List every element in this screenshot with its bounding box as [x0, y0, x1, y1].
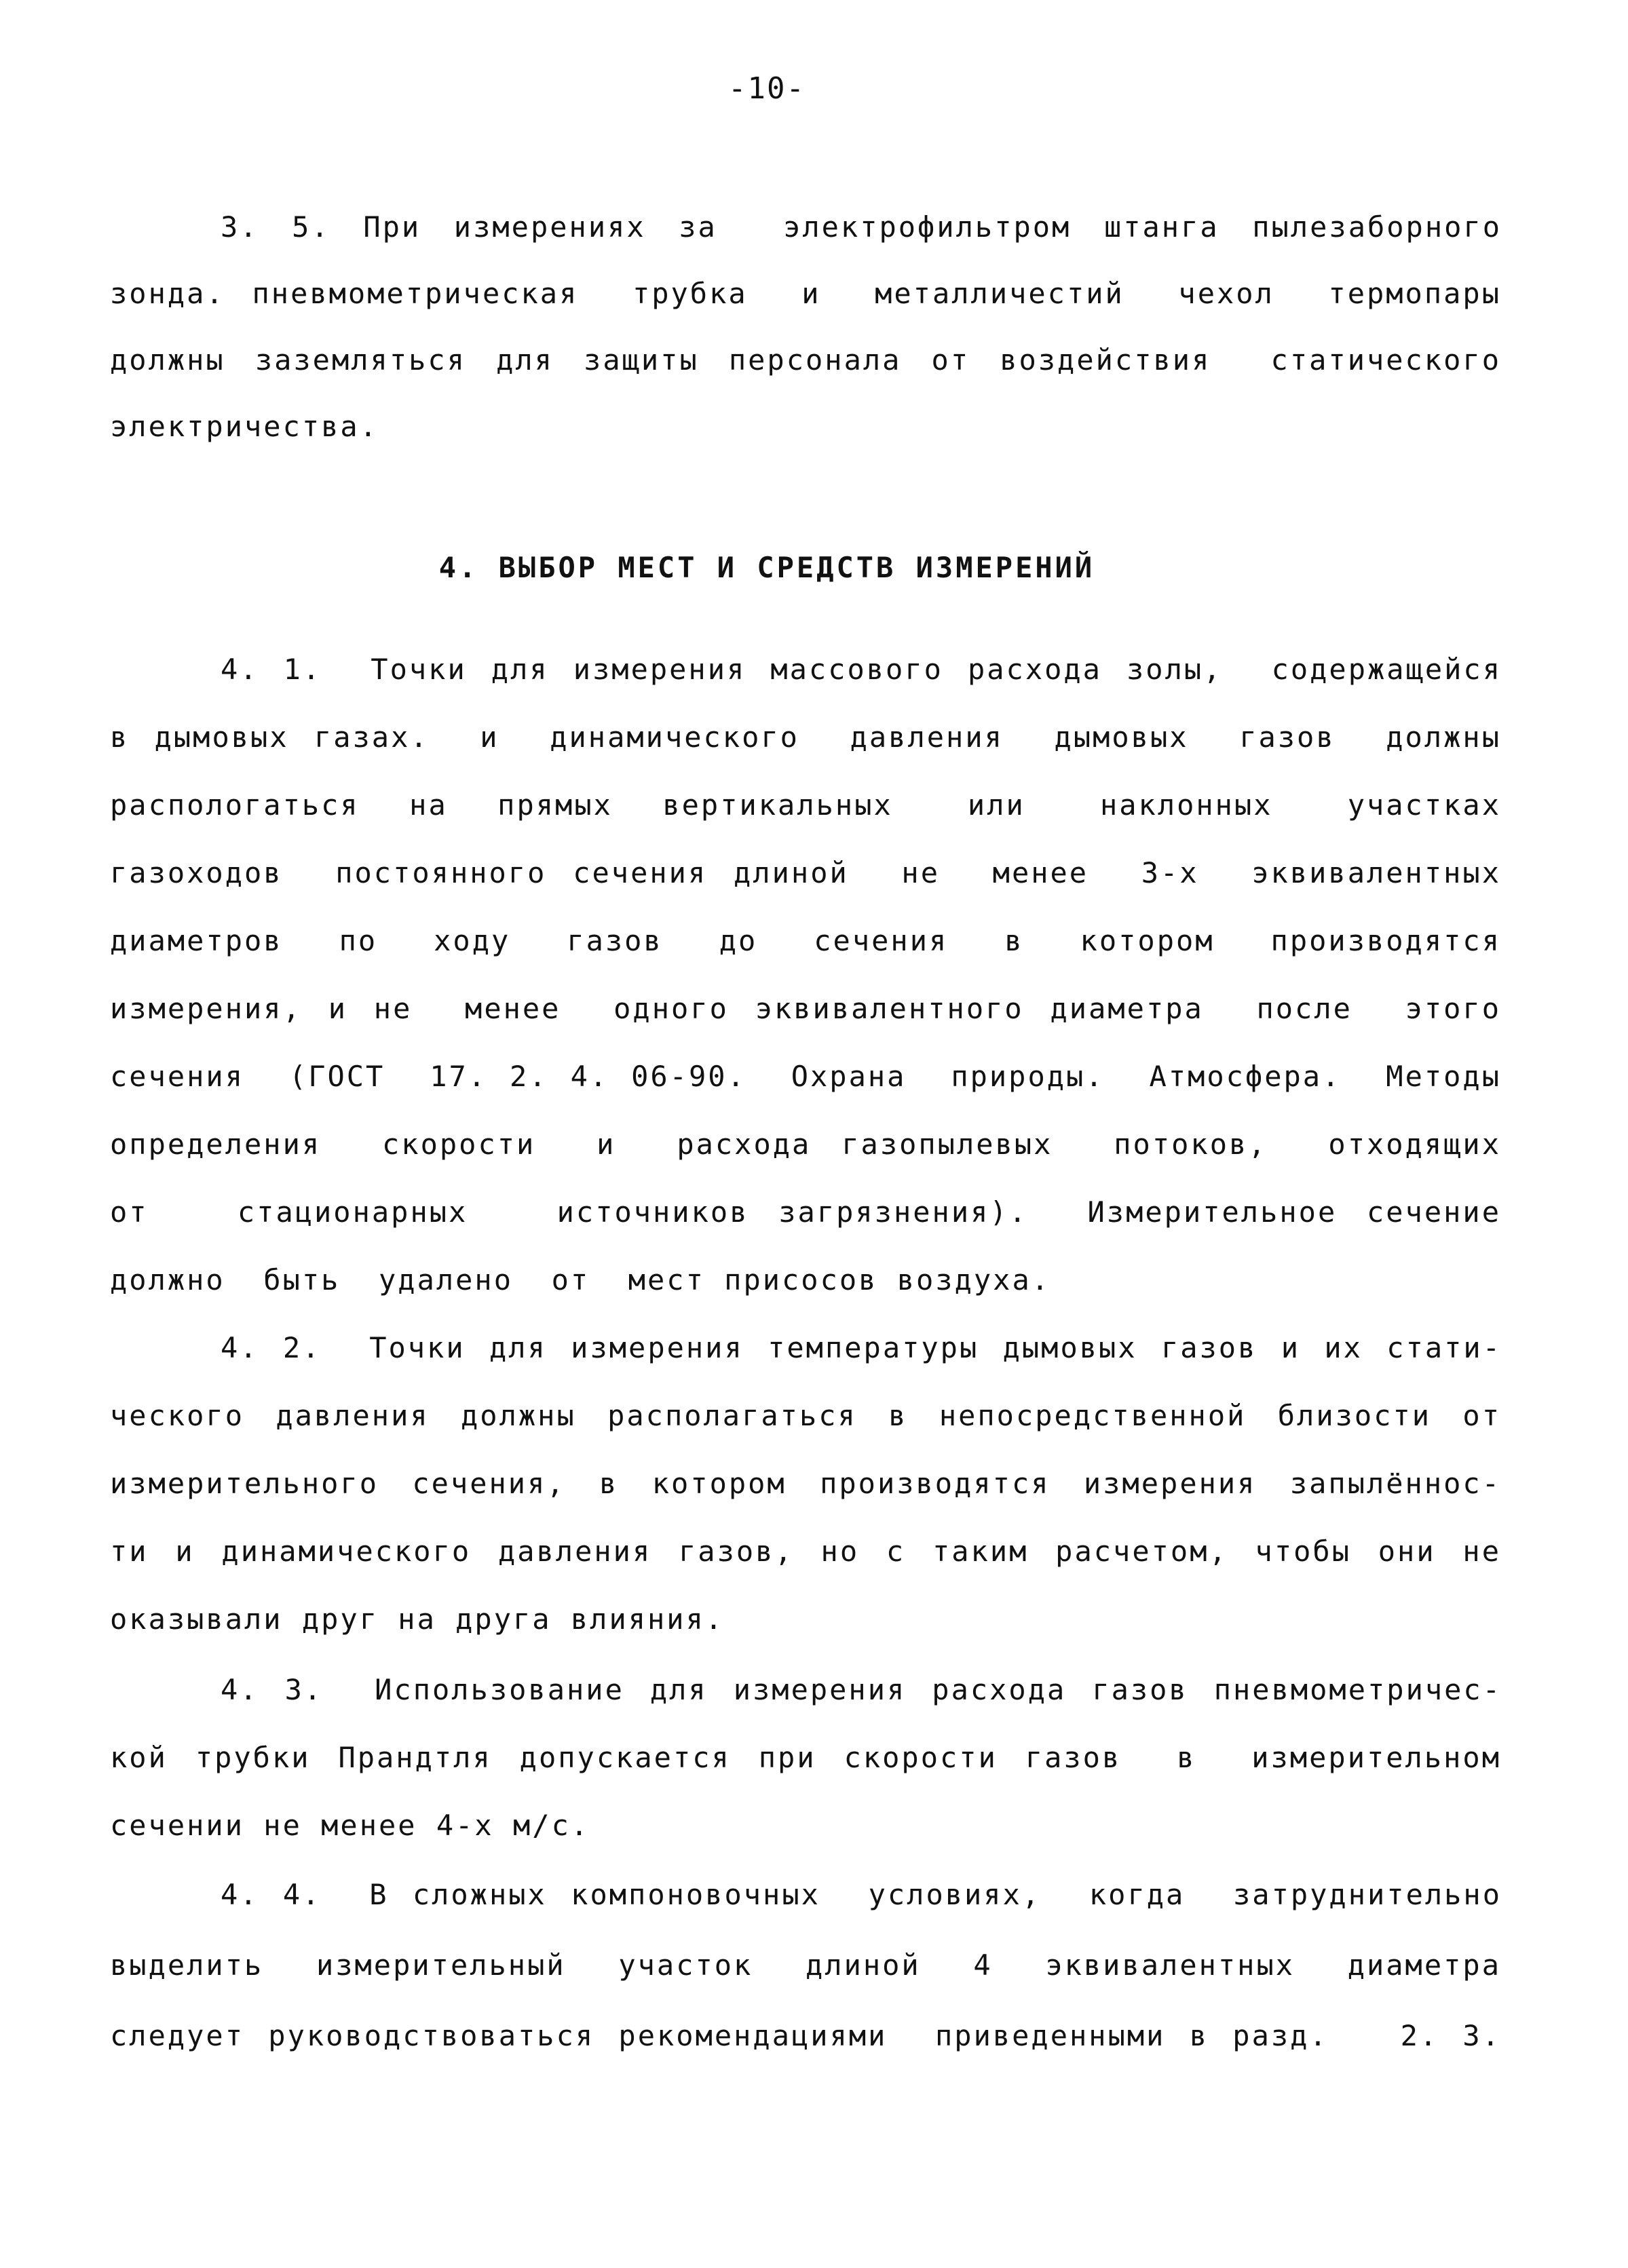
paragraph-line: измерительного сечения, в котором производятся измерения запылённос-	[110, 1467, 1501, 1500]
paragraph-line: 3. 5. При измерениях за электрофильтром штанга пылезаборного	[221, 210, 1502, 244]
paragraph-line: оказывали друг на друга влияния.	[110, 1602, 725, 1636]
page-number: -10-	[728, 71, 806, 106]
paragraph-line: электричества.	[110, 410, 379, 443]
paragraph-line: 4. 3. Использование для измерения расхода газов пневмометричес-	[221, 1673, 1502, 1706]
paragraph-line: измерения, и не менее одного эквивалентного диаметра после этого	[110, 992, 1501, 1025]
paragraph-line: выделить измерительный участок длиной 4 эквивалентных диаметра	[110, 1948, 1501, 1982]
paragraph-line: определения скорости и расхода газопылевых потоков, отходящих	[110, 1128, 1501, 1161]
paragraph-line: следует руководствоваться рекомендациями приведенными в разд. 2. 3.	[110, 2019, 1501, 2052]
paragraph-line: 4. 2. Точки для измерения температуры дымовых газов и их стати-	[221, 1331, 1502, 1364]
paragraph-line: в дымовых газах. и динамического давления дымовых газов должны	[110, 720, 1501, 754]
paragraph-line: зонда. пневмометрическая трубка и металличестий чехол термопары	[110, 277, 1501, 310]
paragraph-line: от стационарных источников загрязнения). Измерительное сечение	[110, 1195, 1501, 1229]
paragraph-line: 4. 4. В сложных компоновочных условиях, когда затруднительно	[221, 1878, 1502, 1911]
paragraph-line: должно быть удалено от мест присосов воздуха.	[110, 1263, 1051, 1296]
paragraph-line: 4. 1. Точки для измерения массового расхода золы, содержащейся	[221, 653, 1502, 686]
paragraph-line: диаметров по ходу газов до сечения в котором производятся	[110, 924, 1501, 957]
paragraph-line: распологаться на прямых вертикальных или наклонных участках	[110, 788, 1501, 822]
paragraph-line: газоходов постоянного сечения длиной не менее 3-х эквивалентных	[110, 856, 1501, 889]
section-heading: 4. ВЫБОР МЕСТ И СРЕДСТВ ИЗМЕРЕНИЙ	[438, 551, 1095, 584]
paragraph-line: сечении не менее 4-х м/с.	[110, 1809, 590, 1842]
paragraph-line: ти и динамического давления газов, но с таким расчетом, чтобы они не	[110, 1535, 1501, 1568]
paragraph-line: сечения (ГОСТ 17. 2. 4. 06-90. Охрана природы. Атмосфера. Методы	[110, 1060, 1501, 1093]
paragraph-line: кой трубки Прандтля допускается при скорости газов в измерительном	[110, 1741, 1501, 1774]
paragraph-line: должны заземляться для защиты персонала от воздействия статического	[110, 343, 1501, 377]
paragraph-line: ческого давления должны располагаться в непосредственной близости от	[110, 1399, 1501, 1432]
